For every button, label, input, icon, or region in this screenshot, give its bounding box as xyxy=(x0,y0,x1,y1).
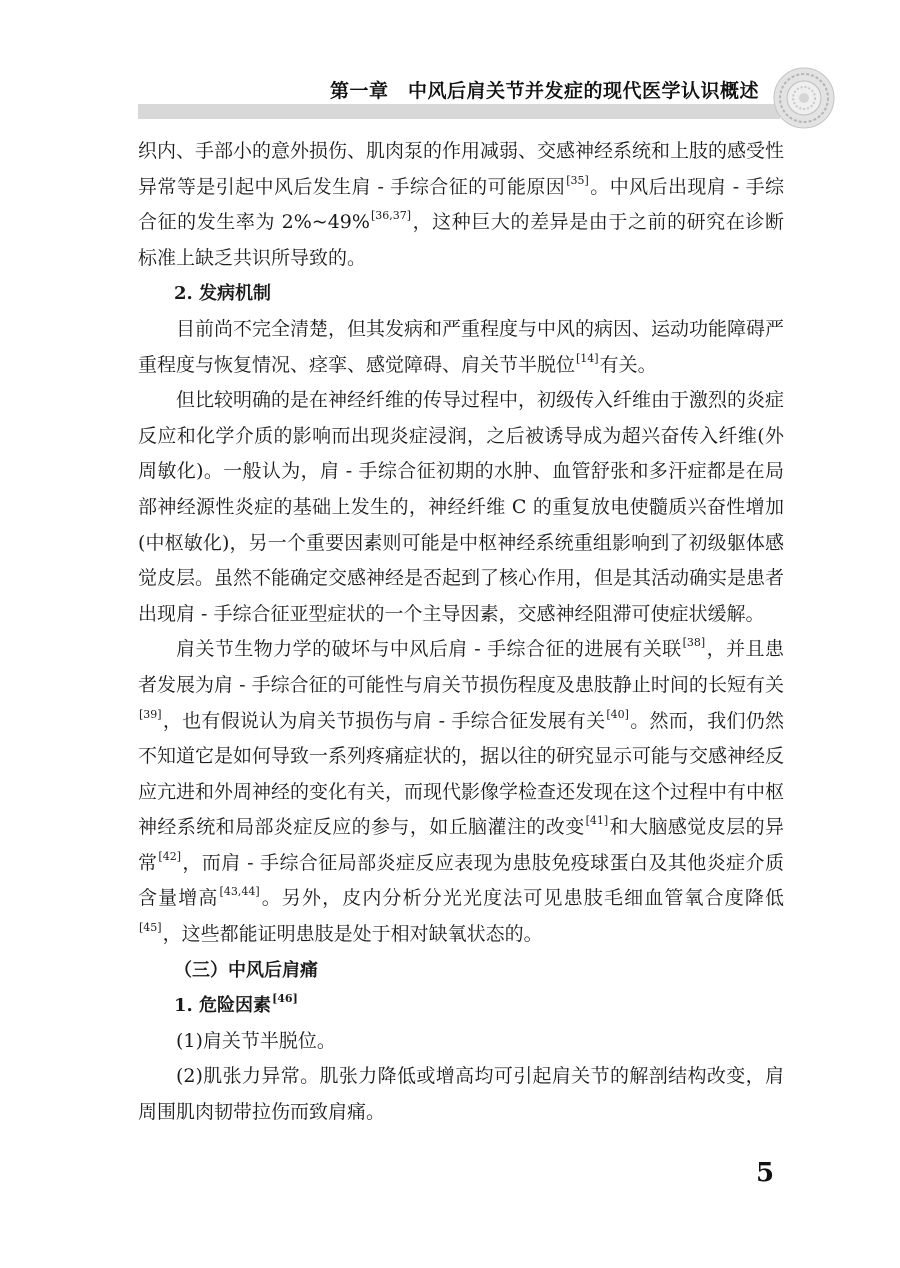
paragraph-continued: 织内、手部小的意外损伤、肌肉泵的作用减弱、交感神经系统和上肢的感受性异常等是引起中风后发生肩 - 手综合征的可能原因[35]。中风后出现肩 - 手综合征的发生率为 2%~49%[36,37]，这种巨大的差异是由于之前的研究在诊断标准上缺乏共识所导致的。 xyxy=(138,140,785,269)
citation: [14] xyxy=(576,351,599,365)
citation: [46] xyxy=(272,992,298,1006)
list-item: (1)肩关节半脱位。 xyxy=(176,1029,336,1052)
list-item: (2)肌张力异常。肌张力降低或增高均可引起肩关节的解剖结构改变，肩周围肌肉韧带拉伤而致肩痛。 xyxy=(138,1065,784,1124)
citation: [45] xyxy=(139,921,162,935)
decorative-emblem-icon xyxy=(772,66,836,130)
page-number: 5 xyxy=(756,1158,775,1188)
citation: [43,44] xyxy=(219,885,260,899)
citation: [40] xyxy=(606,707,629,721)
citation: [39] xyxy=(139,707,162,721)
paragraph: 肩关节生物力学的破坏与中风后肩 - 手综合征的进展有关联[38]，并且患者发展为肩 - 手综合征的可能性与肩关节损伤程度及患肢静止时间的长短有关[39]，也有假说认为肩关节损伤与肩 - 手综合征发展有关[40]。然而，我们仍然不知道它是如何导致一系列疼痛症状的，据以往的研究显示可能与交感神经反应亢进和外周神经的变化有关，而现代影像学检查还发现在这个过程中有中枢神经系统和局部炎症反应的参与，如丘脑灌注的改变[41]和大脑感觉皮层的异常[42]，而肩 - 手综合征局部炎症反应表现为患肢免疫球蛋白及其他炎症介质含量增高[43,44]。另外，皮内分析分光光度法可见患肢毛细血管氧合度降低[45]，这些都能证明患肢是处于相对缺氧状态的。 xyxy=(138,636,785,946)
citation: [35] xyxy=(566,173,589,187)
body-text xyxy=(138,134,784,1131)
page-header xyxy=(0,0,900,130)
heading-pathogenesis: 2. 发病机制 xyxy=(174,283,272,305)
chapter-title: 第一章 中风后肩关节并发症的现代医学认识概述 xyxy=(330,80,760,102)
citation: [38] xyxy=(682,636,706,650)
citation: [41] xyxy=(585,814,609,828)
paragraph: 目前尚不完全清楚，但其发病和严重程度与中风的病因、运动功能障碍严重程度与恢复情况、痉挛、感觉障碍、肩关节半脱位[14]有关。 xyxy=(138,317,785,376)
heading-section: （三）中风后肩痛 xyxy=(174,959,318,981)
paragraph: 但比较明确的是在神经纤维的传导过程中，初级传入纤维由于激烈的炎症反应和化学介质的影响而出现炎症浸润，之后被诱导成为超兴奋传入纤维(外周敏化)。一般认为，肩 - 手综合征初期的水肿、血管舒张和多汗症都是在局部神经源性炎症的基础上发生的，神经纤维 C 的重复放电使髓质兴奋性增加(中枢敏化)，另一个重要因素则可能是中枢神经系统重组影响到了初级躯体感觉皮层。虽然不能确定交感神经是否起到了核心作用，但是其活动确实是患者出现肩 - 手综合征亚型症状的一个主导因素，交感神经阻滞可使症状缓解。 xyxy=(138,389,785,625)
heading-risk-factors: 1. 危险因素[46] xyxy=(174,992,298,1017)
citation: [36,37] xyxy=(370,209,412,223)
header-bar xyxy=(138,104,780,119)
citation: [42] xyxy=(158,849,182,863)
